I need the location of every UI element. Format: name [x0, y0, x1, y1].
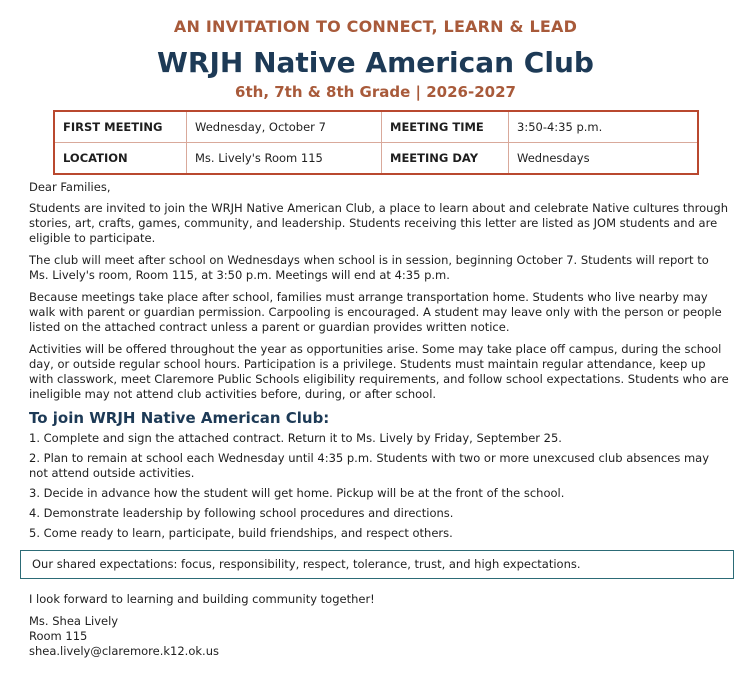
location-label: LOCATION — [54, 143, 187, 175]
meeting-info-table — [53, 110, 699, 175]
join-heading: To join WRJH Native American Club: — [29, 409, 330, 427]
paragraph-activities: Activities will be offered throughout the year as opportunities arise. Some may take place off campus, during the school day, or outside regular school hours. Participation is a privilege. Students must maintain regular attendance, keep up with classwork, meet Claremore Public Schools eligibility requirements, and follow school expectations. Students who are ineligible may not attend club activities before, during, or after school. — [29, 342, 729, 401]
page-subtitle: 6th, 7th & 8th Grade | 2026-2027 — [235, 83, 516, 101]
list-item: 2. Plan to remain at school each Wednesday until 4:35 p.m. Students with two or more unexcused club absences may not attend outside activities. — [29, 451, 710, 480]
first-meeting-value: Wednesday, October 7 — [187, 111, 382, 143]
meeting-day-label: MEETING DAY — [382, 143, 509, 175]
table-row — [54, 143, 698, 175]
list-item: 1. Complete and sign the attached contract. Return it to Ms. Lively by Friday, September 25. — [29, 431, 562, 445]
list-item: 4. Demonstrate leadership by following school procedures and directions. — [29, 506, 454, 520]
location-value: Ms. Lively's Room 115 — [187, 143, 382, 175]
letter-body — [29, 180, 729, 659]
list-item: 5. Come ready to learn, participate, build friendships, and respect others. — [29, 526, 453, 540]
signature-room: Room 115 — [29, 629, 88, 643]
first-meeting-label: FIRST MEETING — [54, 111, 187, 143]
paragraph-schedule: The club will meet after school on Wednesdays when school is in session, beginning October 7. Students will report to Ms. Lively's room, Room 115, at 3:50 p.m. Meetings will end at 4:35 p.m. — [29, 253, 709, 282]
greeting: Dear Families, — [29, 180, 111, 194]
list-item: 3. Decide in advance how the student will get home. Pickup will be at the front of the school. — [29, 486, 565, 500]
signature-block — [29, 614, 729, 659]
page-title: WRJH Native American Club — [157, 46, 594, 79]
meeting-time-value: 3:50-4:35 p.m. — [509, 111, 699, 143]
paragraph-intro: Students are invited to join the WRJH Native American Club, a place to learn about and celebrate Native cultures through stories, art, crafts, games, community, and leadership. Students receiving this letter are listed as JOM students and are eligible to participate. — [29, 201, 729, 245]
meeting-day-value: Wednesdays — [509, 143, 699, 175]
paragraph-transportation: Because meetings take place after school, families must arrange transportation home. Students who live nearby may walk with parent or guardian permission. Carpooling is encouraged. A student may leave only with the person or people listed on the attached contract unless a parent or guardian provides written notice. — [29, 290, 722, 334]
signature-email: shea.lively@claremore.k12.ok.us — [29, 644, 219, 658]
expectations-box: Our shared expectations: focus, responsibility, respect, tolerance, trust, and high expectations. — [20, 550, 734, 579]
meeting-time-label: MEETING TIME — [382, 111, 509, 143]
closing-line: I look forward to learning and building community together! — [29, 592, 375, 606]
invitation-kicker: AN INVITATION TO CONNECT, LEARN & LEAD — [173, 17, 578, 36]
table-row — [54, 111, 698, 143]
signature-name: Ms. Shea Lively — [29, 614, 119, 628]
